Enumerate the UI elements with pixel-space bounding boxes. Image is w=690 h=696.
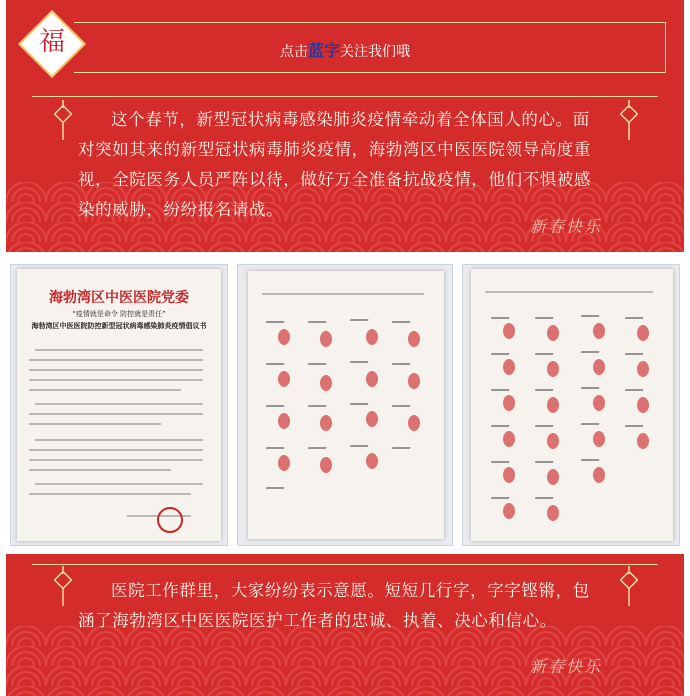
chinese-knot-icon (620, 100, 638, 140)
follow-us-title[interactable]: 点击蓝字关注我们哦 (279, 41, 410, 60)
closing-paragraph: 医院工作群里，大家纷纷表示意愿。短短几行字，字字铿锵，包涵了海勃湾区中医医院医护工作者的忠诚、执着、决心和信心。 (78, 581, 590, 630)
doc-heading: 海勃湾区中医医院防控新型冠状病毒感染肺炎疫情倡议书 (31, 322, 207, 330)
chinese-knot-icon (54, 100, 72, 140)
header-banner (6, 0, 684, 252)
new-year-signature: 新春快乐 (530, 217, 603, 236)
chinese-knot-icon (620, 566, 638, 606)
closing-banner (6, 554, 684, 696)
paper (248, 271, 444, 539)
chinese-knot-icon (54, 566, 72, 606)
fu-char: 福 (38, 27, 65, 57)
doc-title: 海勃湾区中医医院党委 (49, 290, 189, 306)
party-seal (157, 507, 183, 533)
photo-pledge-document[interactable] (10, 264, 228, 546)
paper (471, 269, 673, 541)
photo-row (10, 264, 680, 546)
doc-subtitle: “疫情就是命令 防控就是责任” (72, 310, 166, 318)
blue-text-highlight: 蓝字 (307, 41, 340, 60)
photo-signature-sheet-1[interactable] (237, 264, 453, 546)
new-year-signature: 新春快乐 (530, 657, 603, 676)
photo-signature-sheet-2[interactable] (462, 264, 680, 546)
intro-paragraph: 这个春节，新型冠状病毒感染肺炎疫情牵动着全体国人的心。面对突如其来的新型冠状病毒肺炎疫情，海勃湾区中医医院领导高度重视，全院医务人员严阵以待，做好万全准备抗战疫情，他们不惧被感染的威胁，纷纷报名请战。 (78, 110, 591, 219)
paper (17, 269, 221, 541)
